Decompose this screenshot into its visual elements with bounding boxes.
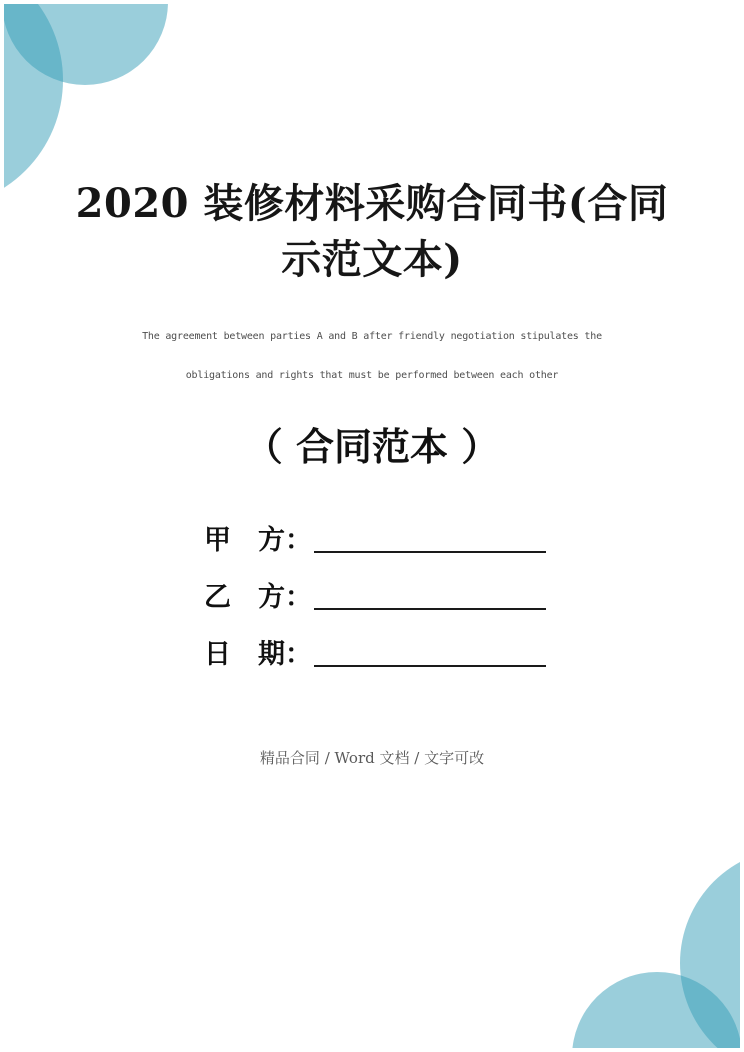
field-label-party-a: 甲 方： bbox=[204, 525, 312, 556]
field-row-party-b bbox=[204, 582, 546, 613]
page-title-line2: 示范文本) bbox=[281, 236, 463, 283]
decorative-circle-bottom-right-lower bbox=[572, 972, 740, 1048]
subtitle-english-line1: The agreement between parties A and B after friendly negotiation stipulates the bbox=[142, 331, 602, 342]
field-label-party-b: 乙 方： bbox=[204, 582, 312, 613]
field-row-date bbox=[204, 639, 546, 670]
field-underline-date bbox=[314, 664, 546, 667]
field-underline-party-b bbox=[314, 607, 546, 610]
page-title-line1: 2020 装修材料采购合同书(合同 bbox=[75, 180, 669, 227]
decorative-corner-shapes bbox=[4, 4, 740, 1048]
field-row-party-a bbox=[204, 525, 546, 556]
field-label-date: 日 期： bbox=[204, 639, 312, 670]
field-underline-party-a bbox=[314, 550, 546, 553]
decorative-circle-bottom-right-upper bbox=[680, 848, 740, 1048]
decorative-circle-top-left-upper bbox=[4, 4, 168, 85]
page-title bbox=[0, 176, 744, 288]
contract-template-banner: （ 合同范本 ） bbox=[244, 424, 500, 469]
signature-fields bbox=[204, 525, 546, 699]
footer-tagline: 精品合同 / Word 文档 / 文字可改 bbox=[259, 749, 485, 767]
subtitle-english bbox=[0, 317, 744, 395]
subtitle-english-line2: obligations and rights that must be performed between each other bbox=[185, 370, 559, 381]
